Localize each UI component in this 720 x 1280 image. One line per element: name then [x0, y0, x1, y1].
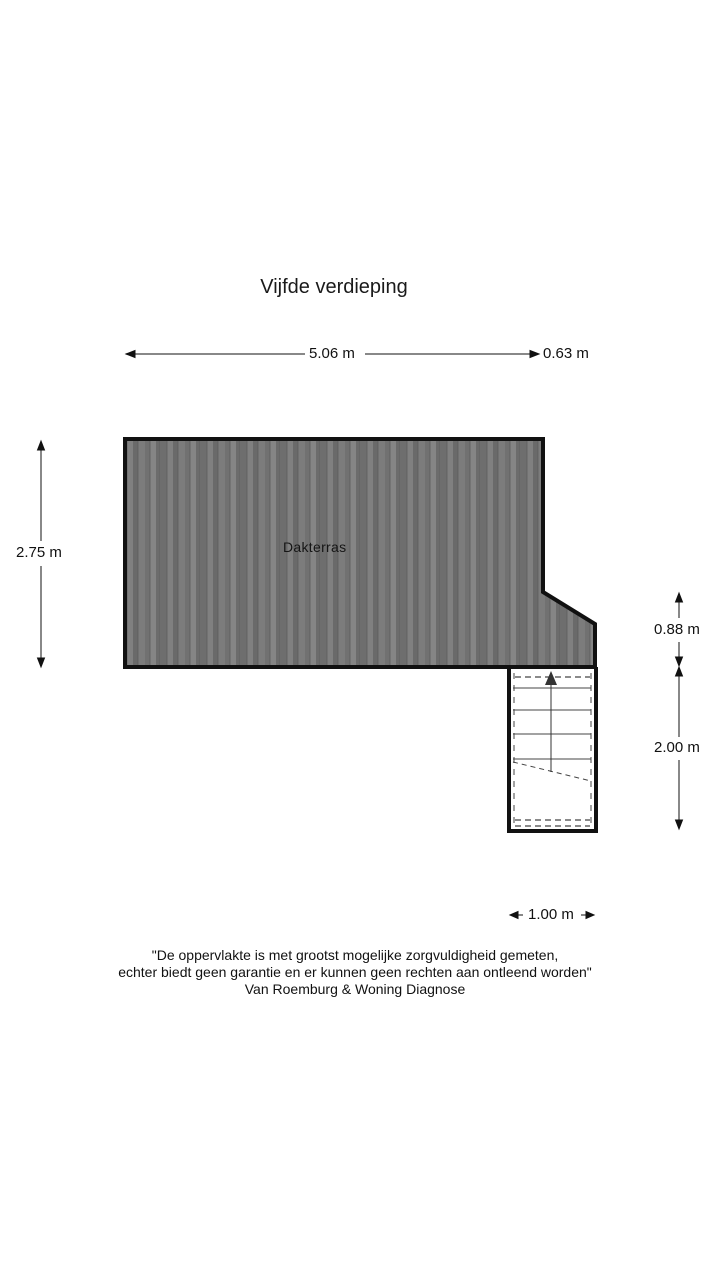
disclaimer-line-3: Van Roemburg & Woning Diagnose — [244, 981, 466, 997]
terrace-deck — [125, 439, 595, 667]
dimension-bottom: 1.00 m — [528, 906, 574, 923]
stair-direction-arrow — [545, 671, 557, 685]
disclaimer-line-1: "De oppervlakte is met grootst mogelijke zorgvuldigheid gemeten, — [151, 947, 559, 963]
disclaimer — [0, 947, 710, 998]
dimension-left: 2.75 m — [16, 544, 62, 561]
stair-walls — [509, 667, 596, 831]
dimension-top-right: 0.63 m — [543, 345, 589, 362]
dimension-top-main: 5.06 m — [309, 345, 355, 362]
dimension-right-upper: 0.88 m — [654, 621, 700, 638]
staircase — [509, 667, 596, 831]
disclaimer-line-2: echter biedt geen garantie en er kunnen geen rechten aan ontleend worden" — [118, 964, 592, 980]
dimension-right-lower: 2.00 m — [654, 739, 700, 756]
floor-title: Vijfde verdieping — [260, 276, 408, 298]
room-label-dakterras: Dakterras — [283, 539, 347, 555]
